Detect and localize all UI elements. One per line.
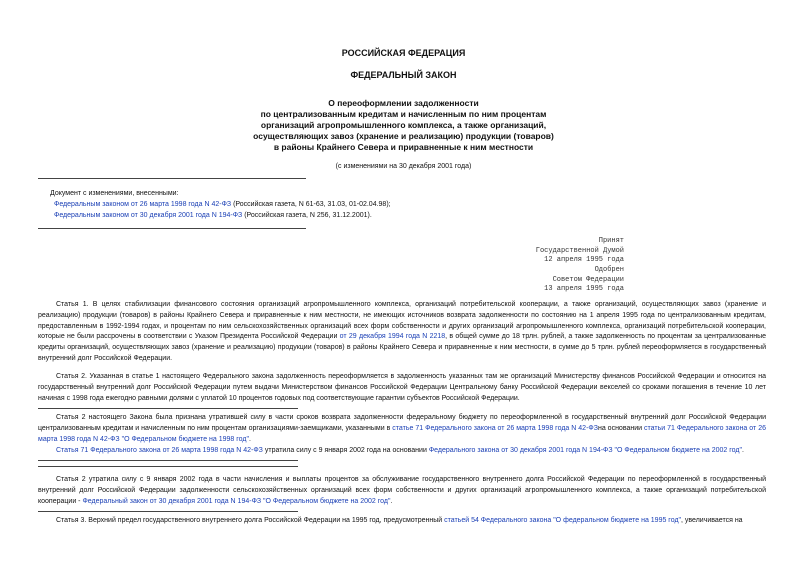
law-link[interactable]: статьи 71 Федерального закона от 26 марта 1998 года N 42-ФЗ "О Федеральном бюджете на 1998 год": [38, 424, 766, 443]
law-title: [0, 98, 807, 153]
article-text: Статья 2. Указанная в статье 1 настоящего Федерального закона задолженность переоформляется в задолженность указанных там же организаций Министерству финансов Российской Федерации и относится на государственный внутренний долг Российской Федерации путем выдачи Министерством финансов Российской Федерации Центральному банку Российской Федерации векселей со сроками погашения в течение 10 лет начиная с 1998 года ежегодно равными долями с уплатой 10 процентов годовых под соответствующие гарантии субъектов Российской Федерации.: [38, 373, 766, 402]
adoption-line: Одобрен: [594, 266, 624, 274]
amendments-intro: Документ с изменениями, внесенными:: [50, 190, 179, 197]
law-link[interactable]: Статья 71 Федерального закона от 26 марта 1998 года N 42-ФЗ: [56, 447, 263, 454]
article-2: [38, 372, 766, 404]
note-text: Статья 2 настоящего Закона была признана утратившей силу в части сроков возврата задолженности федеральному бюджету по переоформленной в государственный внутренний долг Российской Федерации централизованным кредитам и начисленным по ним процентам организациями-заемщиками, указанными в: [38, 414, 766, 432]
title-line: в районы Крайнего Севера и приравненные к ним местности: [273, 142, 534, 152]
law-type-heading: ФЕДЕРАЛЬНЫЙ ЗАКОН: [350, 70, 457, 80]
amendment-link[interactable]: Федеральным законом от 30 декабря 2001 года N 194-ФЗ: [54, 212, 243, 219]
adoption-line: 12 апреля 1995 года: [544, 256, 624, 264]
divider: [38, 408, 298, 409]
divider: [38, 460, 298, 461]
federation-heading: РОССИЙСКАЯ ФЕДЕРАЦИЯ: [341, 48, 466, 58]
adoption-line: 13 апреля 1995 года: [544, 285, 624, 293]
amendment-link[interactable]: Федеральным законом от 26 марта 1998 года N 42-ФЗ: [54, 201, 232, 208]
amendment-note: (с изменениями на 30 декабря 2001 года): [335, 163, 472, 170]
decree-link[interactable]: от 29 декабря 1994 года N 2218: [339, 333, 446, 341]
title-line: осуществляющих завоз (хранение и реализацию) продукции (товаров): [253, 131, 554, 141]
article-3: [38, 516, 766, 527]
article-2-note: [38, 475, 766, 507]
note-text: Статья 2 утратила силу с 9 января 2002 года в части начисления и выплаты процентов за обслуживание государственного внутреннего долга Российской Федерации по переоформленной в государственный внутренний долг Российской Федерации задолженности сельскохозяйственных организаций всех форм собственности и других организаций агропромышленного комплекса, а также организаций потребительской кооперации -: [38, 476, 766, 505]
note-text: .: [248, 435, 251, 443]
article-2-note: [38, 446, 766, 457]
article-text: Статья 3. Верхний предел государственного внутреннего долга Российской Федерации на 1995 год, предусмотренный: [56, 517, 445, 524]
note-text: .: [741, 447, 744, 454]
article-text: , в общей сумме до 18 трлн. рублей, а также задолженность по процентам за централизованные кредиты организаций, осуществляющих завоз (хранение и реализацию) продукции (товаров) в районы Крайнего Севера и приравненные к ним местности, в сумме до 5 трлн. рублей переоформляется в государственный внутренний долг Российской Федерации.: [38, 333, 767, 362]
title-line: О переоформлении задолженности: [328, 98, 479, 108]
adoption-line: Советом Федерации: [552, 275, 624, 284]
note-text: на основании: [597, 424, 645, 432]
amendment-source: (Российская газета, N 61-63, 31.03, 01-02.04.98);: [231, 201, 391, 208]
adoption-council: [544, 266, 624, 295]
note-text: утратила силу с 9 января 2002 года на основании: [262, 447, 429, 454]
divider: [38, 178, 306, 179]
note-text: .: [390, 497, 393, 505]
amendment-item: [54, 210, 372, 221]
title-line: организаций агропромышленного комплекса, а также организаций,: [260, 120, 547, 130]
adoption-line: Принят: [598, 237, 624, 245]
law-link[interactable]: статьей 54 Федерального закона "О федеральном бюджете на 1995 год": [444, 517, 682, 524]
divider: [38, 228, 306, 229]
adoption-duma: [536, 237, 624, 266]
article-text: Статья 1. В целях стабилизации финансового состояния организаций агропромышленного комплекса, организаций потребительской кооперации, а также организаций, осуществляющих завоз (хранение и реализацию) продукции (товаров) в районы Крайнего Севера и приравненные к ним местности, не имеющих источников возврата задолженности по состоянию на 1 апреля 1995 года по централизованным кредитам, предоставленным в 1992-1994 годах, и процентам по ним сельскохозяйственных организаций всех форм собственности и других организаций агропромышленного комплекса, организаций потребительской кооперации, которые не были рассрочены в соответствии с Указом Президента Российской Федерации: [38, 301, 766, 341]
adoption-line: Государственной Думой: [535, 246, 624, 255]
law-link[interactable]: Федеральный закон от 30 декабря 2001 года N 194-ФЗ "О Федеральном бюджете на 2002 год": [82, 497, 391, 505]
divider: [38, 511, 298, 512]
article-1: [38, 300, 766, 365]
law-link[interactable]: Федерального закона от 30 декабря 2001 года N 194-ФЗ "О Федеральном бюджете на 2002 год": [428, 447, 742, 454]
amendment-source: (Российская газета, N 256, 31.12.2001).: [242, 212, 372, 219]
amendment-item: [54, 199, 391, 210]
divider: [38, 466, 298, 467]
article-2-note: [38, 413, 766, 445]
article-text: , увеличивается на: [681, 517, 743, 524]
title-line: по централизованным кредитам и начисленным по ним процентам: [260, 109, 547, 119]
law-link[interactable]: статье 71 Федерального закона от 26 марта 1998 года N 42-ФЗ: [392, 424, 598, 432]
